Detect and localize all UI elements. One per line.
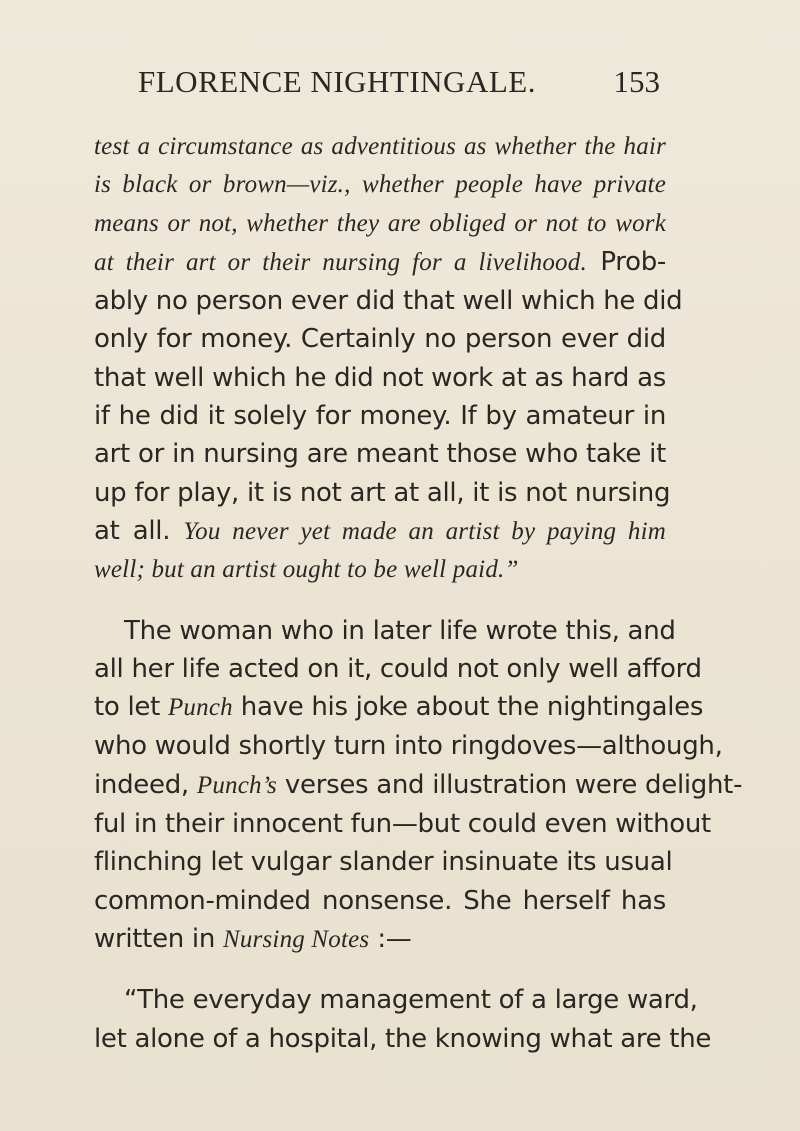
roman-text: have his joke about the nightingales — [232, 692, 704, 723]
italic-text: You never yet made an artist by paying him — [183, 517, 666, 545]
roman-text: to let — [94, 692, 168, 723]
paragraph-woman — [94, 612, 743, 960]
text-line: test a circumstance as adventitious as whether the hair — [94, 133, 666, 160]
roman-text: :— — [369, 923, 412, 954]
text-line: that well which he did not work at as hard as — [94, 362, 666, 393]
body-text — [94, 128, 743, 1058]
italic-text: Punch — [167, 694, 233, 722]
text-line: who would shortly turn into ringdoves—although, — [94, 731, 723, 762]
italic-text: Nursing Notes — [222, 925, 370, 953]
text-line: The woman who in later life wrote this, and — [124, 615, 676, 646]
roman-text: indeed, — [94, 769, 197, 800]
paragraph-gap — [94, 590, 666, 612]
text-line: if he did it solely for money. If by amateur in — [94, 401, 666, 432]
running-title: FLORENCE NIGHTINGALE. — [138, 64, 536, 99]
roman-text: written in — [94, 923, 223, 954]
text-line: all her life acted on it, could not only well afford — [94, 653, 702, 684]
roman-text: at all. — [94, 515, 184, 546]
text-line: art or in nursing are meant those who take it — [94, 439, 666, 470]
text-line: common-minded nonsense. She herself has — [94, 885, 666, 916]
roman-text: verses and illustration were delight- — [276, 769, 743, 800]
text-line: up for play, it is not art at all, it is not nursing — [94, 477, 671, 508]
paragraph-quote-start — [94, 981, 712, 1058]
text-line: well; but an artist ought to be well paid.” — [94, 556, 519, 584]
text-line: ably no person ever did that well which he did — [94, 286, 683, 317]
text-line: flinching let vulgar slander insinuate its usual — [94, 847, 673, 878]
roman-text: Prob- — [586, 246, 666, 277]
paragraph-gap — [94, 959, 666, 981]
italic-text: at their art or their nursing for a livelihood. — [94, 248, 587, 276]
text-line — [94, 920, 666, 959]
text-line — [94, 688, 704, 727]
text-line: means or not, whether they are obliged or not to work — [94, 209, 666, 237]
text-line: only for money. Certainly no person ever did — [94, 324, 666, 355]
text-line: let alone of a hospital, the knowing what are the — [94, 1023, 712, 1054]
text-line: is black or brown—viz., whether people have private — [94, 171, 666, 199]
text-line — [94, 766, 743, 805]
page-number: 153 — [613, 64, 660, 99]
page-header — [138, 64, 660, 116]
text-line: ful in their innocent fun—but could even without — [94, 809, 711, 840]
text-line — [94, 512, 666, 551]
paragraph-quote-continuation — [94, 128, 683, 590]
text-line — [94, 243, 666, 282]
italic-text: Punch’s — [196, 771, 277, 799]
text-line: “The everyday management of a large ward, — [124, 985, 698, 1016]
